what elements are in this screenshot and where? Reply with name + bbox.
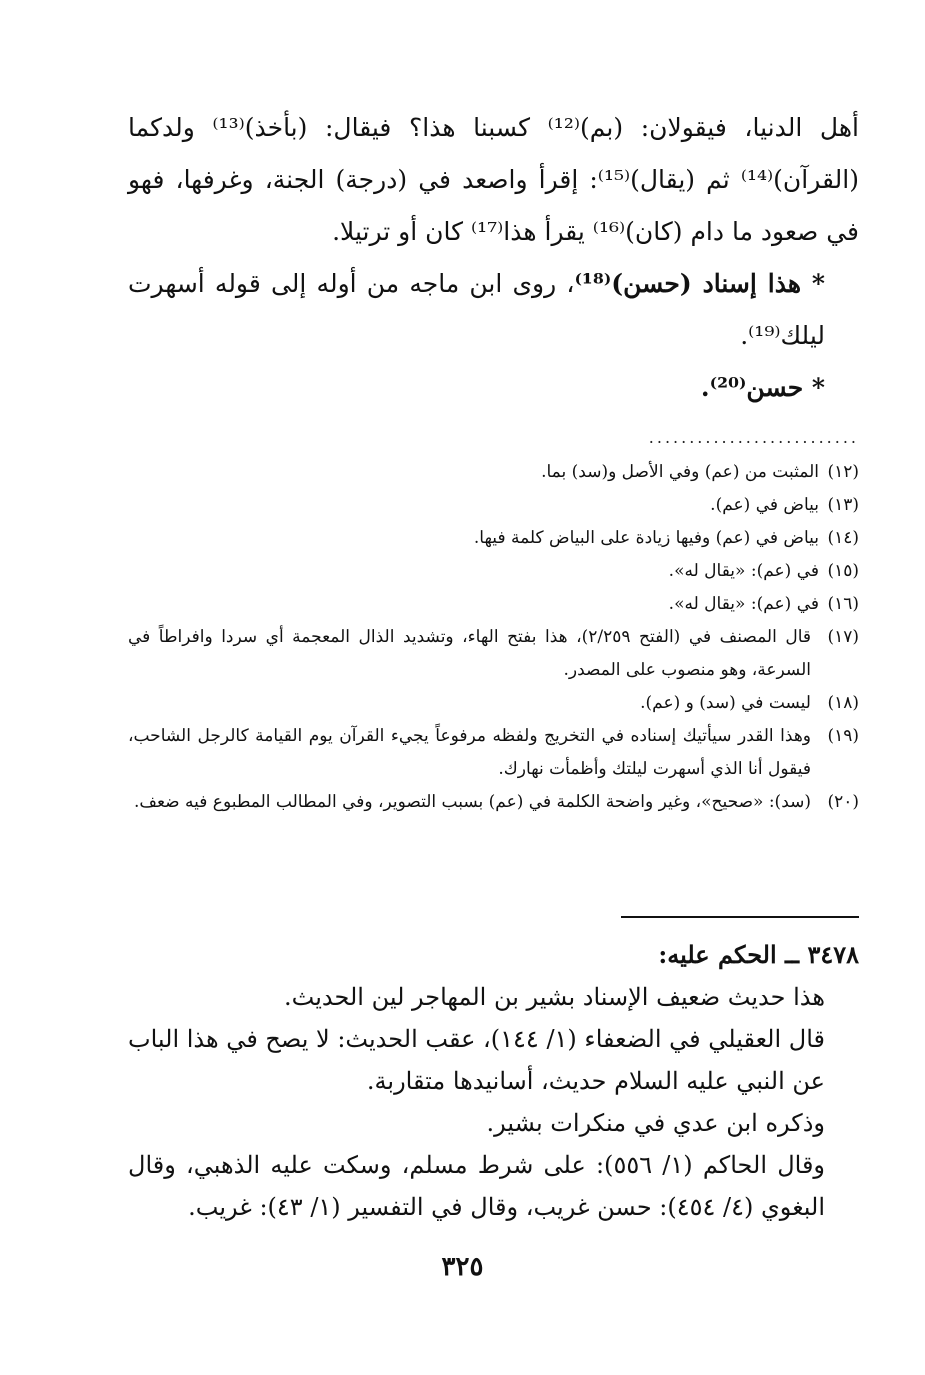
footnote-text: في (عم): «يقال له».: [668, 594, 819, 614]
footnote: [128, 456, 859, 489]
footnote-number: (١٧): [827, 627, 859, 647]
footnote: [128, 621, 859, 687]
footnote-text: بياض في (عم) وفيها زيادة على البياض كلمة فيها.: [473, 528, 819, 548]
section-divider: [621, 916, 859, 918]
main-text: [128, 102, 859, 414]
footnote-text: ليست في (سد) و (عم).: [640, 693, 811, 713]
footnote-number: (١٨): [827, 693, 859, 713]
footnote-text: في (عم): «يقال له».: [668, 561, 819, 581]
footnote-text: (سد): «صحيح»، وغير واضحة الكلمة في (عم) بسبب التصوير، وفي المطالب المطبوع فيه ضعف.: [133, 792, 811, 812]
footnote-number: (٢٠): [827, 792, 859, 812]
main-paragraph-3: * حسن⁽²⁰⁾.: [700, 373, 825, 402]
footnotes: [128, 456, 859, 819]
page-number: ٣٢٥: [441, 1252, 484, 1282]
footnote-text: بياض في (عم).: [710, 495, 819, 515]
footnote-number: (١٦): [827, 594, 859, 614]
footnote-separator: ..........................: [648, 428, 859, 447]
footnote: [128, 555, 859, 588]
main-paragraph-1: أهل الدنيا، فيقولان: (بم)⁽¹²⁾ كسبنا هذا؟ فيقال: (بأخذ)⁽¹³⁾ ولدكما (القرآن)⁽¹⁴⁾ ثم (يقال)⁽¹⁵⁾: إقرأ واصعد في (درجة) الجنة، وغرفها، فهو في صعود ما دام (كان)⁽¹⁶⁾ يقرأ هذا⁽¹⁷⁾ كان أو ترتيلا.: [128, 113, 859, 246]
footnote: [128, 588, 859, 621]
footnote: [128, 786, 859, 819]
main-paragraph-2: [128, 258, 859, 362]
footnote-text: وهذا القدر سيأتيك إسناده في التخريج ولفظه مرفوعاً يجيء القرآن يوم القيامة كالرجل الشاحب، فيقول أنا الذي أسهرت ليلتك وأظمأت نهارك.: [128, 726, 811, 779]
isnad-judgement: * هذا إسناد (حسن)⁽¹⁸⁾: [574, 269, 825, 298]
footnote-text: المثبت من (عم) وفي الأصل و(سد) بما.: [541, 462, 819, 482]
section-paragraph-2: قال العقيلي في الضعفاء (١/ ١٤٤)، عقب الحديث: لا يصح في هذا الباب عن النبي عليه السلام حديث، أسانيدها متقاربة.: [128, 1025, 825, 1095]
ruling-section: [128, 934, 859, 1228]
footnote: [128, 522, 859, 555]
footnote-number: (١٣): [827, 495, 859, 515]
section-paragraph-1: هذا حديث ضعيف الإسناد بشير بن المهاجر لين الحديث.: [284, 983, 825, 1011]
section-paragraph-3: وذكره ابن عدي في منكرات بشير.: [486, 1109, 825, 1137]
footnote-text: قال المصنف في (الفتح ٢/٢٥٩)، هذا بفتح الهاء، وتشديد الذال المعجمة أي سردا وافراطاً في السرعة، وهو منصوب على المصدر.: [128, 627, 812, 680]
isnad-detail: ، روى ابن ماجه من أوله إلى قوله أسهرت ليلك⁽¹⁹⁾.: [128, 269, 825, 350]
footnote: [128, 489, 859, 522]
footnote: [128, 687, 859, 720]
section-heading: ٣٤٧٨ ــ الحكم عليه:: [658, 940, 859, 969]
section-paragraph-4: وقال الحاكم (١/ ٥٥٦): على شرط مسلم، وسكت عليه الذهبي، وقال البغوي (٤/ ٤٥٤): حسن غريب، وقال في التفسير (١/ ٤٣): غريب.: [128, 1151, 826, 1221]
footnote-number: (١٢): [827, 462, 859, 482]
footnote: [128, 720, 859, 786]
footnote-number: (١٤): [827, 528, 859, 548]
footnote-number: (١٥): [827, 561, 859, 581]
footnote-number: (١٩): [827, 726, 859, 746]
